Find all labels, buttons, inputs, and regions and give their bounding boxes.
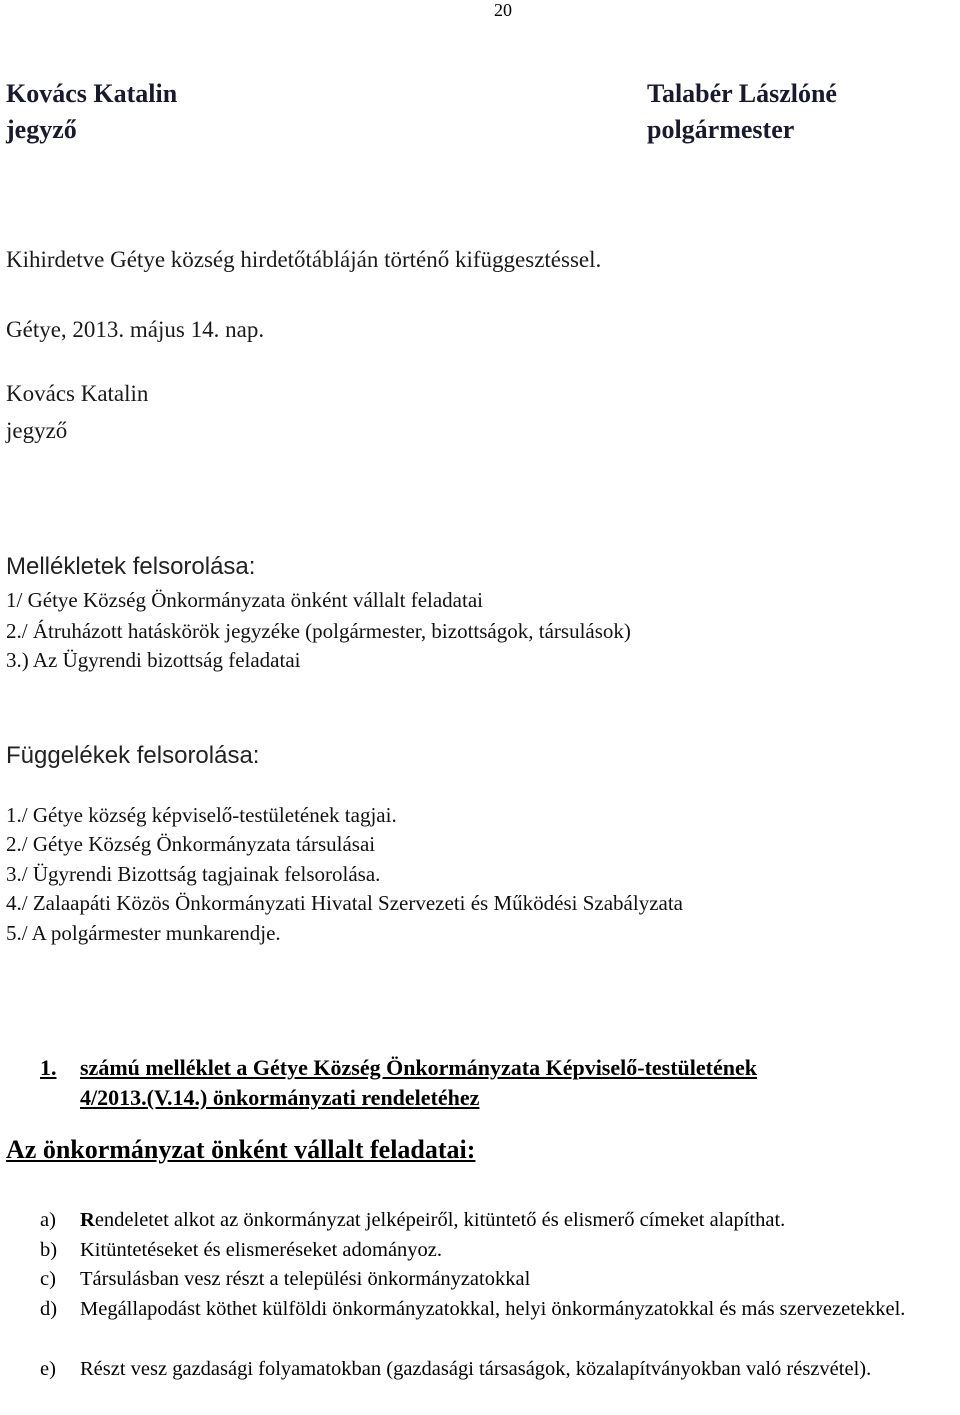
appendix-item: 2./ Gétye Község Önkormányzata társulásai [6, 832, 376, 856]
signer-name: Kovács Katalin [6, 79, 178, 108]
task-letter: a) [40, 1209, 56, 1231]
task-text: Társulásban vesz részt a települési önkormányzatokkal [80, 1268, 531, 1290]
appendix-item: 5./ A polgármester munkarendje. [6, 921, 281, 945]
appendix-item: 1./ Gétye község képviselő-testületének tagjai. [6, 803, 397, 827]
appendix-item: 3./ Ügyrendi Bizottság tagjainak felsorolása. [6, 862, 381, 886]
main-heading: Az önkormányzat önként vállalt feladatai: [6, 1135, 476, 1164]
appendix-item: 4./ Zalaapáti Közös Önkormányzati Hivatal Szervezeti és Működési Szabályzata [6, 891, 684, 915]
page-number: 20 [494, 0, 512, 20]
date-line: Gétye, 2013. május 14. nap. [6, 317, 265, 342]
task-item [40, 1206, 958, 1235]
annex-title-line1: számú melléklet a Gétye Község Önkormányzata Képviselő-testületének [80, 1055, 757, 1080]
task-item [40, 1295, 920, 1324]
signer-title: jegyző [6, 418, 68, 443]
task-initial: R [80, 1209, 95, 1231]
task-letter: d) [40, 1298, 58, 1320]
task-text: Kitüntetéseket és elismeréseket adományoz. [80, 1239, 443, 1261]
annex-item: 1/ Gétye Község Önkormányzata önként vállalt feladatai [6, 588, 483, 612]
signer-name: Talabér Lászlóné [647, 79, 837, 108]
task-text: endeletet alkot az önkormányzat jelképeiről, kitüntető és elismerő címeket alapíthat. [94, 1209, 786, 1231]
appendices-heading: Függelékek felsorolása: [6, 742, 260, 769]
task-item [40, 1355, 920, 1384]
task-letter: b) [40, 1239, 58, 1261]
task-letter: e) [40, 1358, 56, 1380]
task-item [40, 1236, 958, 1265]
task-text: Megállapodást köthet külföldi önkormányzatokkal, helyi önkormányzatokkal és más szervezetekkel. [80, 1298, 906, 1320]
task-letter: c) [40, 1268, 56, 1290]
signer-title: jegyző [6, 115, 77, 144]
signature-block-left [6, 76, 177, 148]
signer-title: polgármester [647, 115, 795, 144]
annex-number: 1. [40, 1055, 57, 1080]
signature-block-right [647, 76, 837, 148]
annexes-heading: Mellékletek felsorolása: [6, 553, 256, 580]
annex-item: 2./ Átruházott hatáskörök jegyzéke (polgármester, bizottságok, társulások) [6, 619, 631, 643]
task-text: Részt vesz gazdasági folyamatokban (gazdasági társaságok, közalapítványokban való részvétel). [80, 1358, 872, 1380]
annex-title-line2: 4/2013.(V.14.) önkormányzati rendeletéhez [80, 1085, 480, 1110]
annex-item: 3.) Az Ügyrendi bizottság feladatai [6, 648, 301, 672]
announcement-text: Kihirdetve Gétye község hirdetőtábláján történő kifüggesztéssel. [6, 247, 602, 272]
signer-name: Kovács Katalin [6, 381, 149, 406]
task-item [40, 1265, 958, 1294]
